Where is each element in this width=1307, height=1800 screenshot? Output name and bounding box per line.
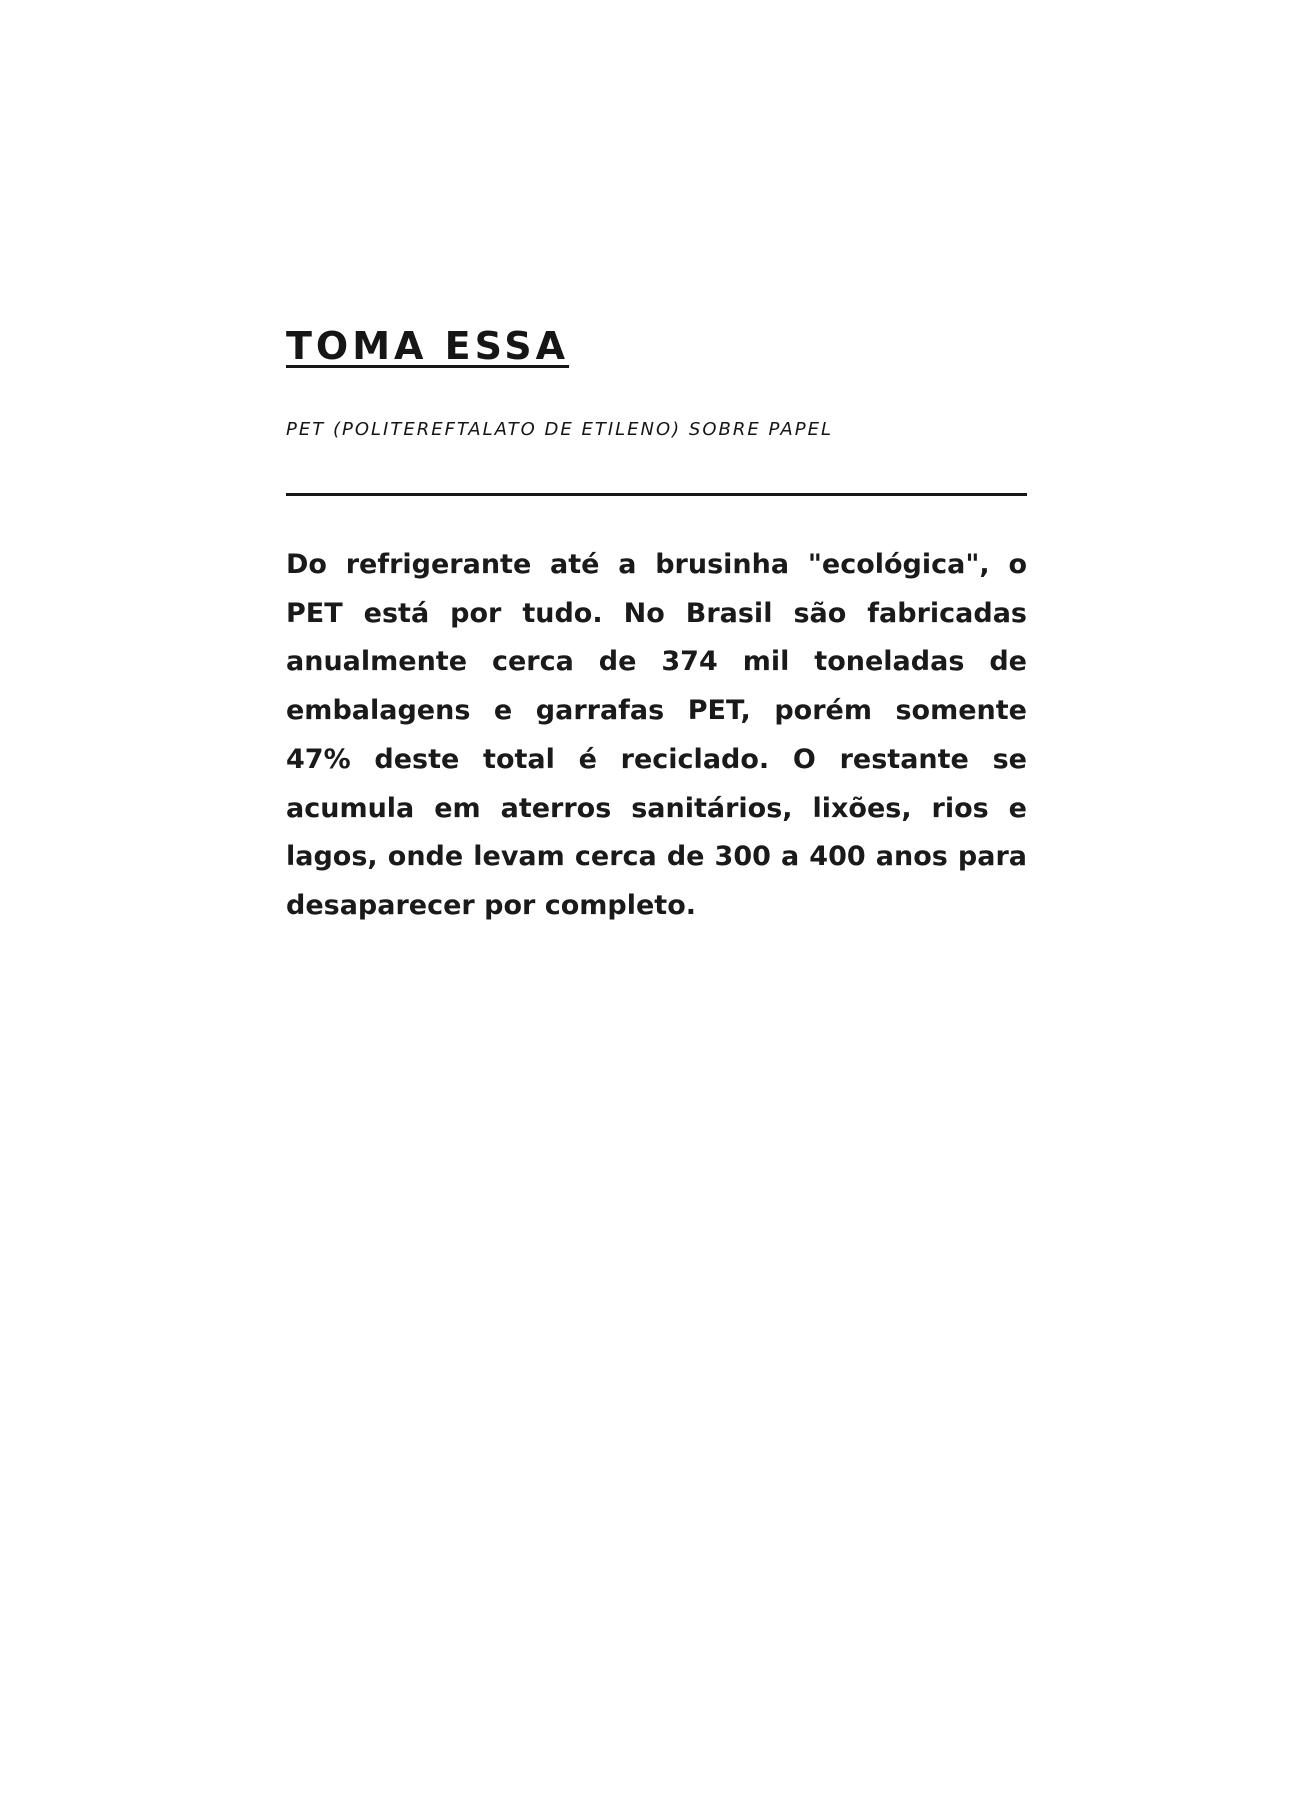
page-subtitle: PET (POLITEREFTALATO DE ETILENO) SOBRE PAPEL (286, 419, 833, 440)
body-paragraph: Do refrigerante até a brusinha "ecológica", o PET está por tudo. No Brasil são fabricadas anualmente cerca de 374 mil toneladas de embalagens e garrafas PET, porém somente 47% deste total é reciclado. O restante se acumula em aterros sanitários, lixões, rios e lagos, onde levam cerca de 300 a 400 anos para desaparecer por completo. (286, 549, 1027, 921)
page-title: TOMA ESSA (286, 324, 570, 368)
divider (286, 493, 1027, 496)
document-page (286, 320, 1027, 958)
